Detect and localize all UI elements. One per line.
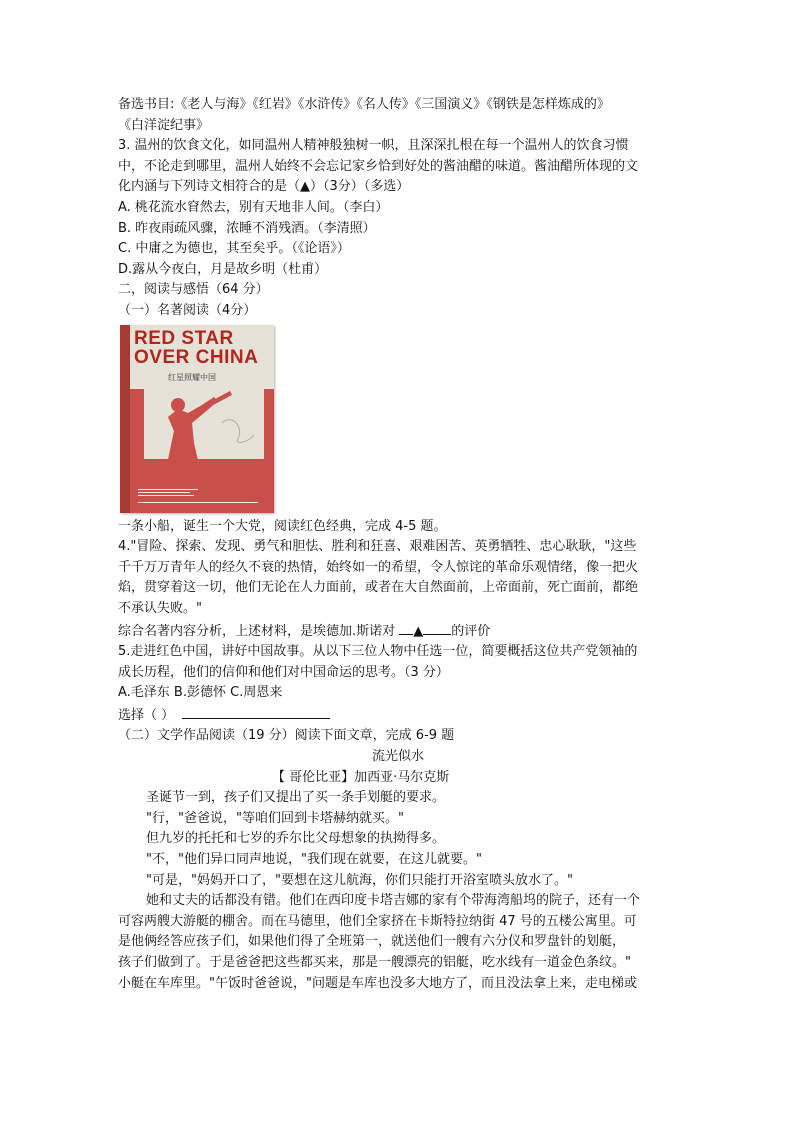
- book-list-line: 备选书目:《老人与海》《红岩》《水浒传》《名人传》《三国演义》《钢铁是怎样炼成的》: [118, 97, 610, 112]
- article-author: 【 哥伦比亚】加西亚·马尔克斯: [272, 769, 450, 785]
- document-page: [118, 95, 678, 994]
- answer-blank: [182, 704, 330, 719]
- book-cover-image: [120, 325, 274, 513]
- option-b: B. 昨夜雨疏风骤，浓睡不消残酒。（李清照）: [118, 220, 376, 236]
- article-paragraph: 她和丈夫的话都没有错。他们在西印度卡塔吉娜的家有个带海湾船坞的院子，还有一个: [146, 893, 641, 909]
- question-4-text: 焰，贯穿着这一切，他们无论在人力面前，或者在大自然面前，上帝面前，死亡面前，都绝: [118, 580, 639, 596]
- option-d: D.露从今夜白，月是故乡明（杜甫）: [118, 261, 328, 277]
- question-3-text: 中，不论走到哪里，温州人始终不会忘记家乡恰到好处的酱油醋的味道。酱油醋所体现的文: [118, 158, 639, 174]
- article-paragraph: 小艇在车库里。"午饭时爸爸说，"问题是车库也没多大地方了，而且没法拿上来，走电梯或: [118, 975, 637, 991]
- cover-bottom-panel: [130, 459, 274, 513]
- cover-blurb-decoration: [138, 489, 268, 503]
- article-paragraph: 圣诞节一到，孩子们又提出了买一条手划艇的要求。: [146, 790, 446, 806]
- book-spine: [120, 325, 130, 513]
- question-3-text: 3. 温州的饮食文化，如同温州人精神般独树一帜，且深深扎根在每一个温州人的饮食习惯: [118, 138, 629, 154]
- answer-blank: [399, 620, 413, 635]
- question-5-choice: 选择（ ）: [118, 704, 678, 727]
- question-5-options: A.毛泽东 B.彭德怀 C.周恩来: [118, 685, 283, 701]
- answer-blank: [423, 620, 451, 635]
- subsection-heading: （二）文学作品阅读（19 分）阅读下面文章，完成 6-9 题: [118, 728, 455, 744]
- bugler-figure-icon: [144, 383, 264, 469]
- question-5-text: 成长历程，他们的信仰和他们对中国命运的思考。（3 分）: [118, 664, 449, 680]
- question-4-text: 不承认失败。": [118, 600, 202, 616]
- article-paragraph: 孩子们做到了。于是爸爸把这些都买来，那是一艘漂亮的铝艇，吃水线有一道金色条纹。": [118, 955, 631, 970]
- cover-illustration: [144, 383, 264, 469]
- option-a: A. 桃花流水窅然去，别有天地非人间。（李白）: [118, 199, 389, 215]
- article-paragraph: "可是，"妈妈开口了，"要想在这儿航海，你们只能打开浴室喷头放水了。": [146, 872, 573, 888]
- option-c: C. 中庸之为德也，其至矣乎。（《论语》）: [118, 241, 350, 257]
- article-paragraph: 可容两艘大游艇的棚舍。而在马德里，他们全家挤在卡斯特拉纳街 47 号的五楼公寓里。可: [118, 913, 637, 929]
- reading-intro: 一条小船，诞生一个大党，阅读红色经典，完成 4-5 题。: [118, 518, 447, 534]
- question-4-text: 4."冒险、探索、发现、勇气和胆怯、胜利和狂喜、艰难困苦、英勇牺牲、忠心耿耿，"这些: [118, 539, 637, 555]
- question-4-prompt: 综合名著内容分析，上述材料，是埃德加.斯诺对 ▲ 的评价: [118, 620, 678, 643]
- cover-title-chinese: 红星照耀中国: [168, 372, 216, 382]
- subsection-heading: （一）名著阅读（4分）: [118, 302, 257, 318]
- book-list-line: 《白洋淀纪事》: [118, 117, 210, 133]
- article-paragraph: 但九岁的托托和七岁的乔尔比父母想象的执拗得多。: [146, 831, 446, 847]
- section-heading: 二，阅读与感悟（64 分）: [118, 282, 269, 298]
- article-title: 流光似水: [371, 749, 424, 765]
- question-5-text: 5.走进红色中国，讲好中国故事。从以下三位人物中任选一位，简要概括这位共产党领袖的: [118, 644, 638, 660]
- article-paragraph: 是他俩经答应孩子们，如果他们得了全班第一，就送他们一艘有六分仪和罗盘针的划艇，: [118, 934, 626, 950]
- question-3-text: 化内涵与下列诗文相符合的是（▲）（3分）（多选）: [118, 179, 410, 195]
- article-paragraph: "不，"他们异口同声地说，"我们现在就要，在这儿就要。": [146, 852, 482, 868]
- question-4-text: 千千万万青年人的经久不衰的热情，始终如一的希望，令人惊诧的革命乐观情绪，像一把火: [118, 559, 639, 575]
- cover-title-english: RED STAR OVER CHINA: [134, 327, 259, 368]
- article-paragraph: "行，"爸爸说，"等咱们回到卡塔赫纳就买。": [146, 810, 404, 826]
